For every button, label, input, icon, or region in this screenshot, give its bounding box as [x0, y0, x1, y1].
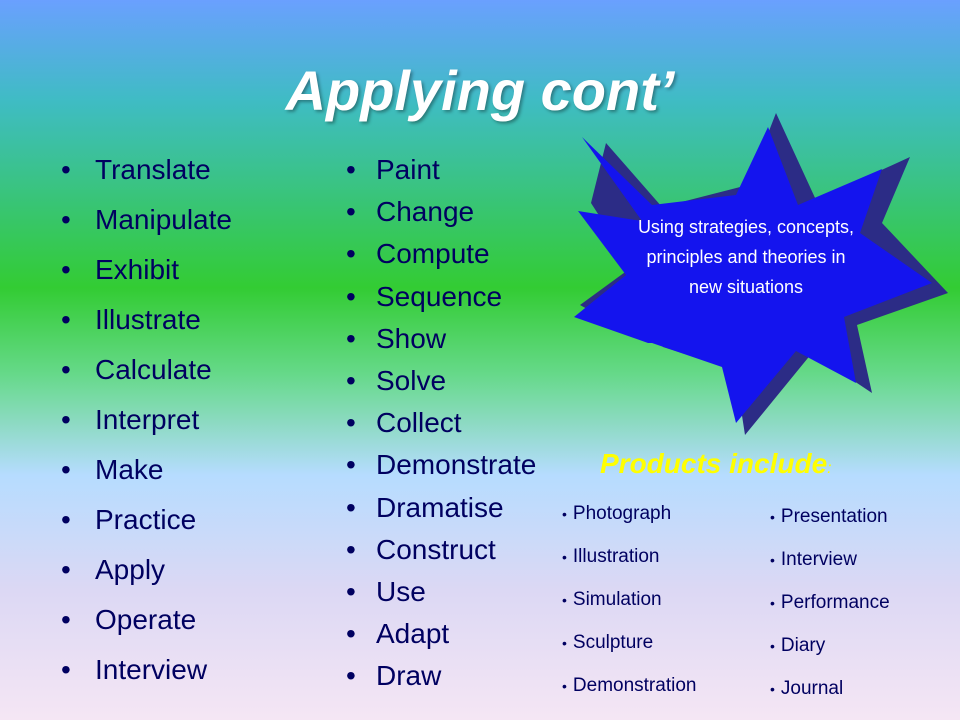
verb-item — [61, 252, 232, 302]
verb-item — [346, 321, 536, 363]
bullet-icon: • — [562, 549, 567, 565]
bullet-icon: • — [61, 604, 71, 635]
verb-item-label: Exhibit — [95, 254, 180, 285]
bullet-icon: • — [61, 404, 71, 435]
bullet-icon: • — [770, 552, 775, 568]
bullet-icon: • — [562, 506, 567, 522]
bullet-icon: • — [61, 654, 71, 685]
bullet-icon: • — [61, 254, 71, 285]
product-item-label: Diary — [780, 635, 826, 656]
products-list-left — [562, 502, 696, 717]
verb-item-label: Change — [376, 196, 475, 228]
verb-item-label: Translate — [95, 154, 211, 185]
product-item-label: Demonstration — [572, 675, 697, 696]
verb-item — [346, 658, 536, 700]
verb-item-label: Draw — [376, 660, 442, 692]
verb-item-label: Compute — [376, 238, 490, 270]
bullet-icon: • — [61, 154, 71, 185]
bullet-icon: • — [61, 554, 71, 585]
verb-item-label: Construct — [376, 533, 496, 565]
product-item — [562, 674, 696, 717]
verb-item-label: Show — [376, 322, 447, 354]
callout-text: Using strategies, concepts, principles and theories in new situations — [637, 217, 855, 297]
verb-item — [61, 352, 232, 402]
verb-item-label: Paint — [376, 154, 440, 185]
verb-item — [346, 574, 536, 616]
bullet-icon: • — [61, 354, 71, 385]
product-item-label: Presentation — [780, 506, 888, 527]
product-item — [770, 591, 890, 634]
product-item — [770, 548, 890, 591]
verb-item-label: Apply — [95, 554, 166, 585]
bullet-icon: • — [61, 454, 71, 485]
bullet-icon: • — [346, 533, 356, 565]
product-item-label: Journal — [780, 678, 844, 699]
product-item-label: Sculpture — [572, 632, 654, 653]
verb-item-label: Sequence — [376, 280, 503, 312]
verb-item-label: Illustrate — [95, 304, 201, 335]
bullet-icon: • — [61, 304, 71, 335]
bullet-icon: • — [770, 638, 775, 654]
product-item-label: Simulation — [572, 589, 662, 610]
product-item — [562, 545, 696, 588]
verb-item — [346, 363, 536, 405]
verb-item — [61, 552, 232, 602]
bullet-icon: • — [346, 660, 356, 692]
verb-item — [346, 279, 536, 321]
bullet-icon: • — [61, 504, 71, 535]
bullet-icon: • — [346, 618, 356, 650]
verb-list-left — [61, 152, 232, 702]
verb-item — [61, 602, 232, 652]
bullet-icon: • — [346, 491, 356, 523]
verb-item — [346, 532, 536, 574]
bullet-icon: • — [770, 509, 775, 525]
bullet-icon: • — [61, 204, 71, 235]
verb-item — [346, 616, 536, 658]
product-item — [562, 631, 696, 674]
verb-item — [346, 194, 536, 236]
product-item-label: Photograph — [572, 503, 672, 524]
product-item — [770, 634, 890, 677]
verb-item — [61, 502, 232, 552]
verb-list-middle — [346, 152, 537, 700]
bullet-icon: • — [346, 238, 356, 270]
verb-item — [61, 652, 232, 702]
bullet-icon: • — [346, 196, 356, 228]
verb-item — [346, 490, 536, 532]
verb-item — [346, 236, 536, 278]
verb-item — [346, 447, 537, 489]
bullet-icon: • — [346, 280, 356, 312]
verb-item-label: Operate — [95, 604, 197, 635]
bullet-icon: • — [562, 635, 567, 651]
bullet-icon: • — [770, 595, 775, 611]
verb-item-label: Make — [95, 454, 164, 485]
verb-item-label: Solve — [376, 364, 447, 396]
bullet-icon: • — [562, 678, 567, 694]
products-heading — [600, 448, 832, 480]
verb-item-label: Interview — [95, 654, 208, 685]
verb-item-label: Demonstrate — [376, 449, 537, 481]
bullet-icon: • — [346, 364, 356, 396]
product-item — [562, 502, 696, 545]
product-item-label: Illustration — [572, 546, 660, 567]
product-item-label: Interview — [780, 549, 857, 570]
product-item — [770, 505, 890, 548]
verb-item-label: Calculate — [95, 354, 212, 385]
verb-item-label: Use — [376, 575, 426, 607]
product-item — [562, 588, 696, 631]
verb-item — [61, 152, 232, 202]
verb-item-label: Adapt — [376, 618, 450, 650]
bullet-icon: • — [346, 154, 356, 185]
bullet-icon: • — [770, 681, 775, 697]
product-item — [770, 677, 890, 720]
bullet-icon: • — [346, 575, 356, 607]
verb-item — [346, 405, 536, 447]
products-heading-text: Products include — [600, 448, 828, 479]
verb-item — [61, 202, 232, 252]
verb-item-label: Interpret — [95, 404, 200, 435]
verb-item-label: Practice — [95, 504, 197, 535]
product-item-label: Performance — [780, 592, 890, 613]
verb-item — [61, 402, 232, 452]
bullet-icon: • — [346, 449, 356, 481]
products-list-right — [770, 505, 890, 720]
products-heading-colon: : — [827, 460, 832, 477]
verb-item — [61, 302, 232, 352]
verb-item — [346, 152, 536, 194]
bullet-icon: • — [346, 322, 356, 354]
verb-item — [61, 452, 232, 502]
bullet-icon: • — [346, 407, 356, 439]
slide-title: Applying cont’ — [285, 59, 675, 122]
verb-item-label: Dramatise — [376, 491, 504, 523]
bullet-icon: • — [562, 592, 567, 608]
verb-item-label: Collect — [376, 407, 462, 439]
verb-item-label: Manipulate — [95, 204, 232, 235]
